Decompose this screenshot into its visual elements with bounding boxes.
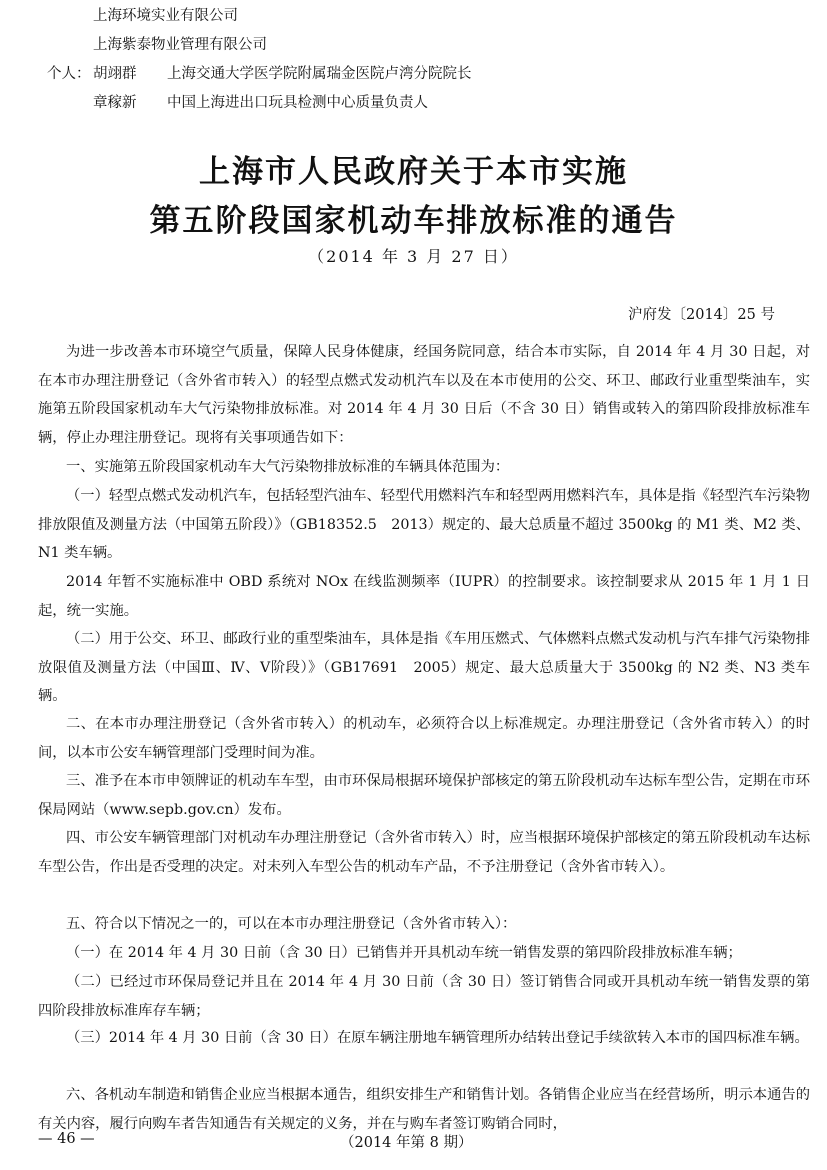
individual-row-2 — [93, 91, 428, 112]
paragraph-section-1: 一、实施第五阶段国家机动车大气污染物排放标准的车辆具体范围为： — [66, 459, 510, 475]
individual-name: 章稼新 — [93, 95, 137, 111]
notice-date: （2014 年 3 月 27 日） — [308, 247, 519, 266]
individual-row-1 — [47, 62, 472, 83]
paragraph-section-5: 五、符合以下情况之一的，可以在本市办理注册登记（含外省市转入）： — [66, 916, 517, 932]
paragraph-item-1-1: （一）轻型点燃式发动机汽车，包括轻型汽油车、轻型代用燃料汽车和轻型两用燃料汽车，具体是指《轻型汽车污染物排放限值及测量方法（中国第五阶段）》（GB18352.5 2013）规定的、最大总质量不超过 3500kg 的 M1 类、M2 类、N1 类车辆。 — [38, 488, 810, 562]
paragraph-section-4: 四、市公安车辆管理部门对机动车办理注册登记（含外省市转入）时，应当根据环境保护部核定的第五阶段机动车达标车型公告，作出是否受理的决定。对未列入车型公告的机动车产品，不予注册登记（含外省市转入）。 — [38, 830, 810, 875]
individual-title: 上海交通大学医学院附属瑞金医院卢湾分院院长 — [167, 66, 472, 82]
individual-name: 胡翊群 — [93, 66, 137, 82]
paragraph-obd-note: 2014 年暂不实施标准中 OBD 系统对 NOx 在线监测频率（IUPR）的控制要求。该控制要求从 2015 年 1 月 1 日起，统一实施。 — [38, 574, 810, 619]
individual-title: 中国上海进出口玩具检测中心质量负责人 — [167, 95, 428, 111]
paragraph-section-3: 三、准予在本市申领牌证的机动车车型，由市环保局根据环境保护部核定的第五阶段机动车达标车型公告，定期在市环保局网站（www.sepb.gov.cn）发布。 — [38, 773, 810, 818]
paragraph-intro: 为进一步改善本市环境空气质量，保障人民身体健康，经国务院同意，结合本市实际，自 2014 年 4 月 30 日起，对在本市办理注册登记（含外省市转入）的轻型点燃式发动机汽车以及在本市使用的公交、环卫、邮政行业重型柴油车，实施第五阶段国家机动车大气污染物排放标准。对 2014 年 4 月 30 日后（不含 30 日）销售或转入的第四阶段排放标准车辆，停止办理注册登记。现将有关事项通告如下： — [38, 344, 810, 447]
paragraph-item-5-3: （三）2014 年 4 月 30 日前（含 30 日）在原车辆注册地车辆管理所办结转出登记手续欲转入本市的国四标准车辆。 — [66, 1030, 809, 1046]
document-number: 沪府发〔2014〕25 号 — [628, 307, 775, 323]
paragraph-item-1-2: （二）用于公交、环卫、邮政行业的重型柴油车，具体是指《车用压燃式、气体燃料点燃式发动机与汽车排气污染物排放限值及测量方法（中国Ⅲ、Ⅳ、Ⅴ阶段）》（GB17691 2005）规定、最大总质量大于 3500kg 的 N2 类、N3 类车辆。 — [38, 631, 810, 705]
org-line-2: 上海紫泰物业管理有限公司 — [93, 37, 267, 53]
issue-number: （2014 年第 8 期） — [340, 1135, 473, 1151]
notice-title-line-2: 第五阶段国家机动车排放标准的通告 — [149, 203, 678, 239]
paragraph-section-2: 二、在本市办理注册登记（含外省市转入）的机动车，必须符合以上标准规定。办理注册登记（含外省市转入）的时间，以本市公安车辆管理部门受理时间为准。 — [38, 716, 810, 761]
page-number: — 46 — — [38, 1131, 95, 1147]
org-line-1: 上海环境实业有限公司 — [93, 8, 238, 24]
notice-title-line-1: 上海市人民政府关于本市实施 — [199, 154, 628, 190]
individuals-label: 个人： — [47, 66, 91, 82]
paragraph-item-5-2: （二）已经过市环保局登记并且在 2014 年 4 月 30 日前（含 30 日）签订销售合同或开具机动车统一销售发票的第四阶段排放标准库存车辆； — [38, 974, 810, 1019]
paragraph-section-6: 六、各机动车制造和销售企业应当根据本通告，组织安排生产和销售计划。各销售企业应当在经营场所，明示本通告的有关内容，履行向购车者告知通告有关规定的义务，并在与购车者签订购销合同时， — [38, 1087, 810, 1132]
paragraph-item-5-1: （一）在 2014 年 4 月 30 日前（含 30 日）已销售并开具机动车统一销售发票的第四阶段排放标准车辆； — [66, 945, 742, 961]
